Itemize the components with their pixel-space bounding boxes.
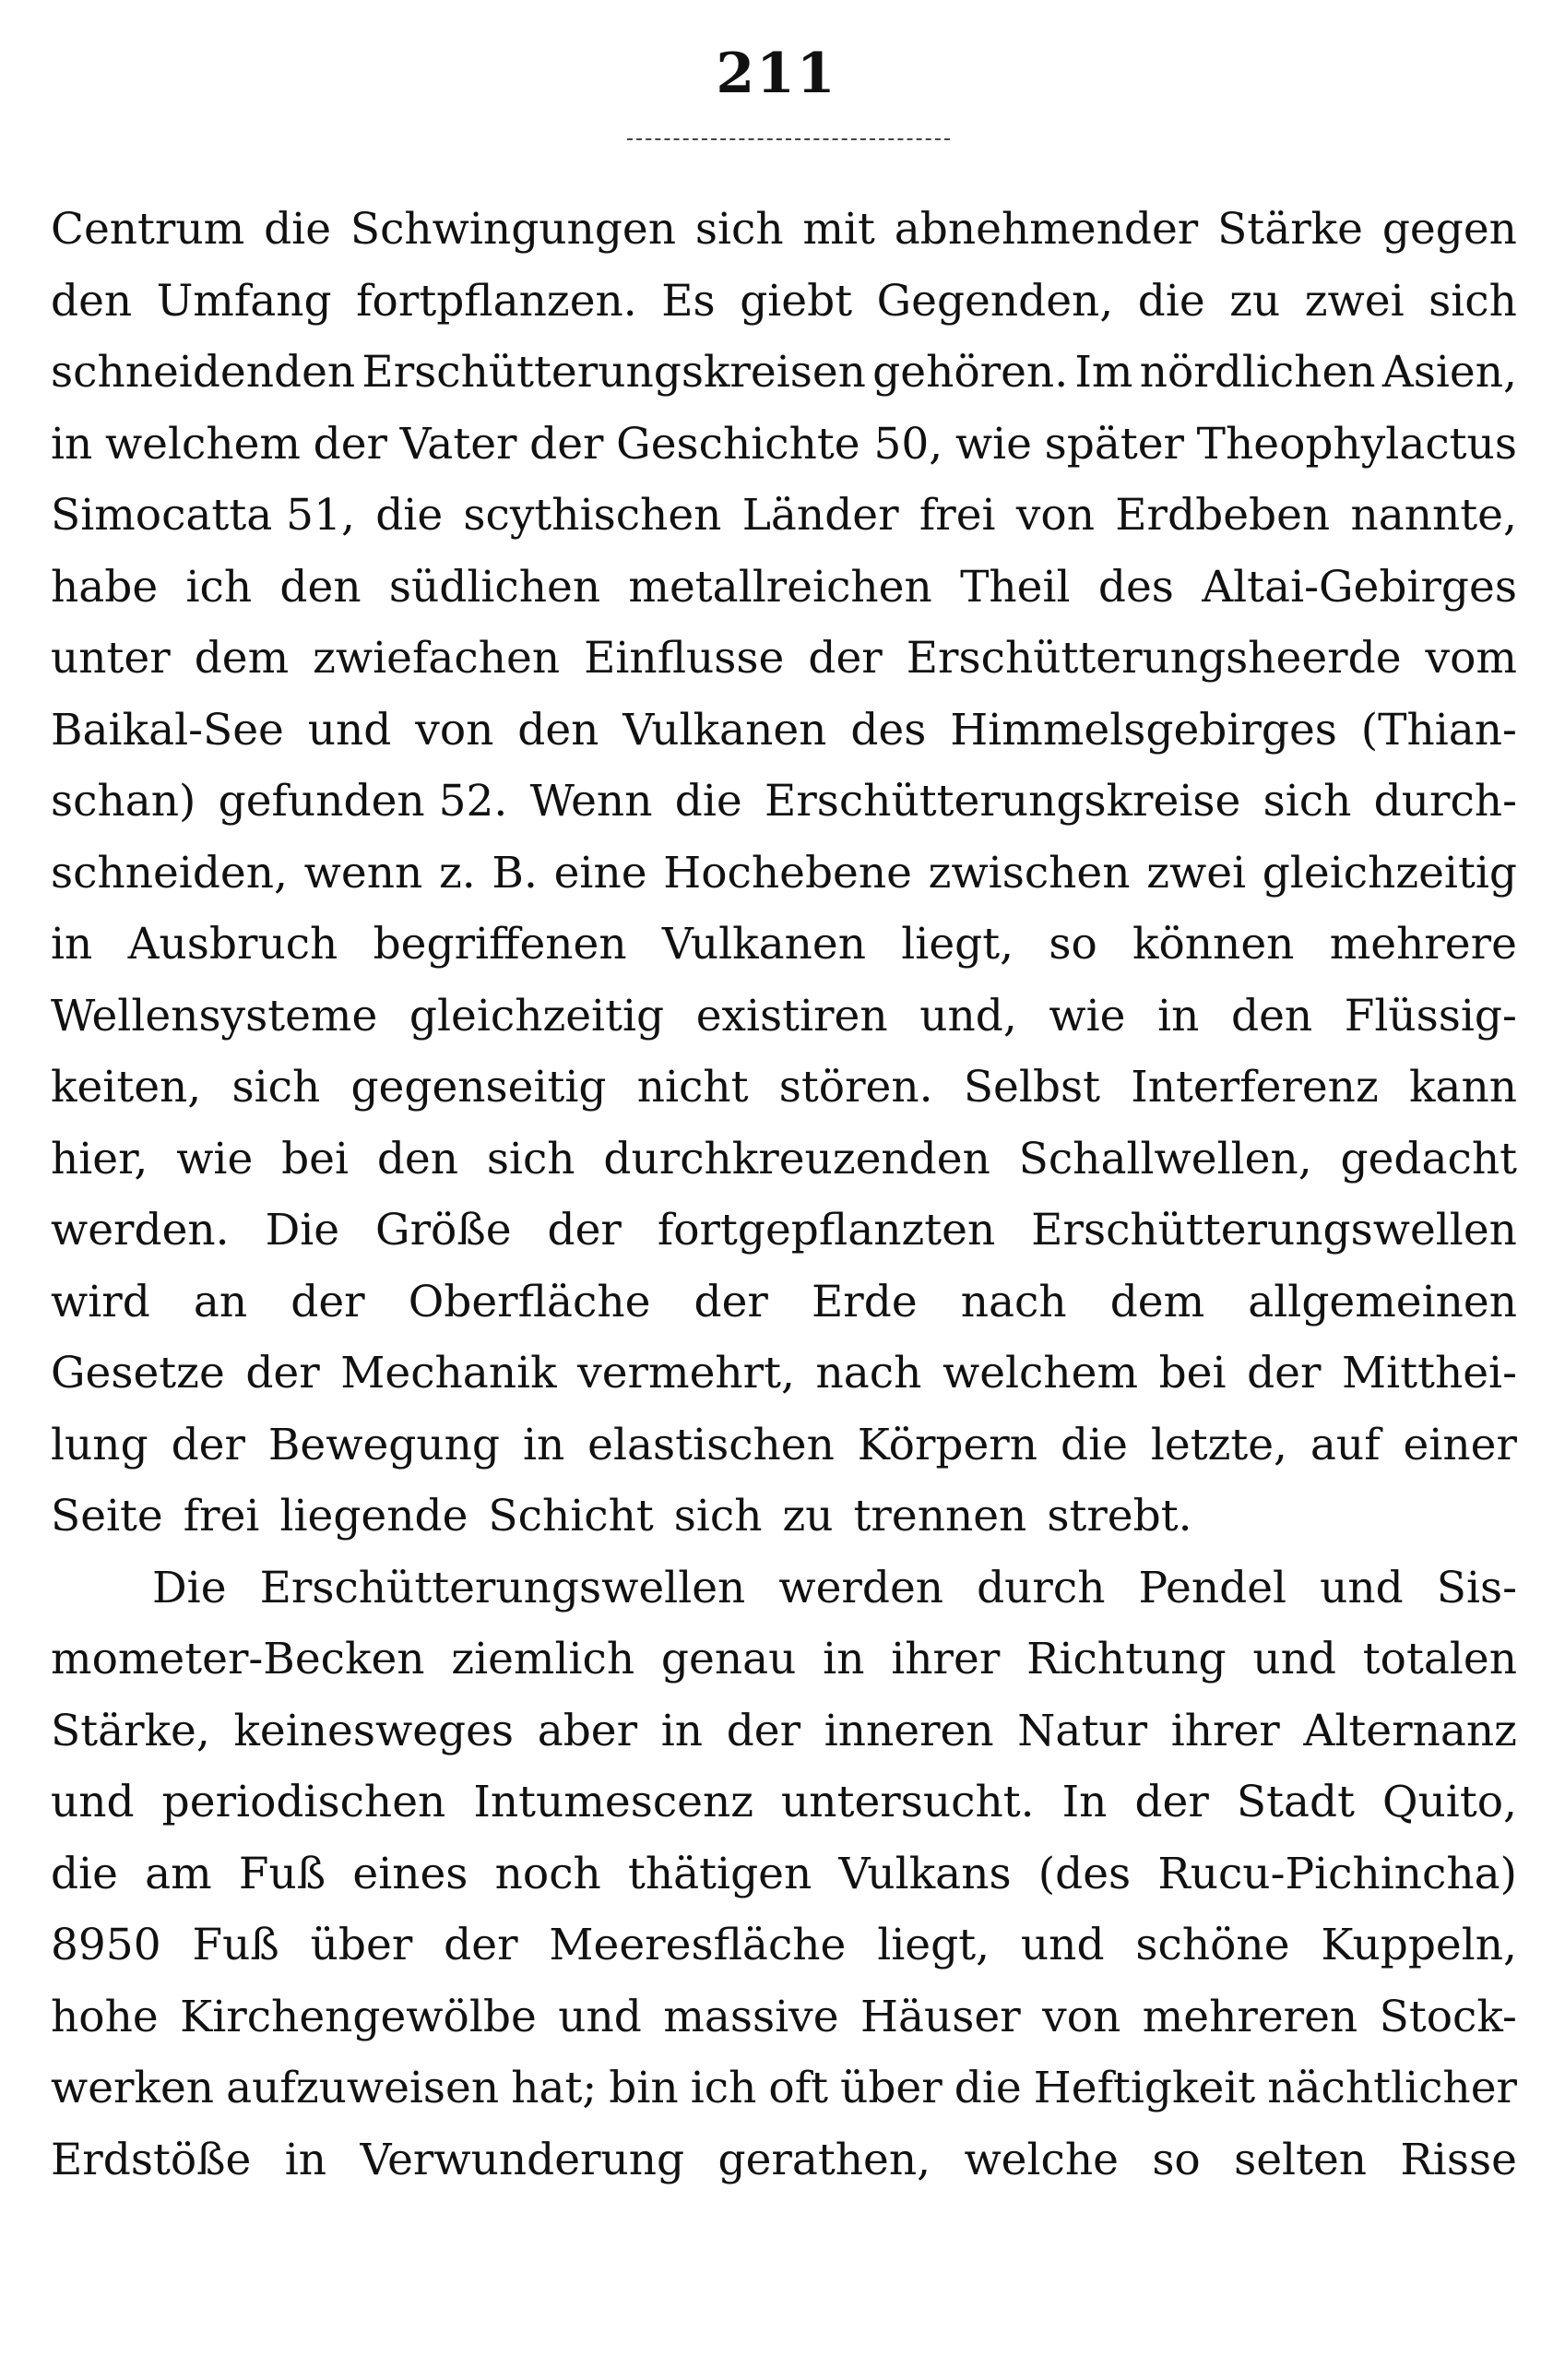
word: Vulkans: [838, 1848, 1012, 1899]
word: zwischen: [928, 847, 1131, 898]
word: und,: [919, 990, 1017, 1041]
word: welchem: [104, 418, 302, 470]
word: zwei: [1146, 847, 1247, 898]
word: zwei: [1304, 275, 1405, 327]
word: Sis-: [1436, 1562, 1517, 1613]
word: der: [290, 1276, 365, 1327]
word: noch: [494, 1848, 601, 1899]
word: einer: [1403, 1419, 1517, 1470]
word: unter: [51, 633, 171, 684]
word: die: [264, 204, 332, 255]
word: schan): [51, 776, 196, 827]
word: der: [313, 418, 388, 470]
word: strebt.: [1047, 1491, 1192, 1541]
word: Selbst: [963, 1062, 1100, 1113]
word: Vater: [399, 418, 517, 470]
text-line: [51, 194, 1517, 266]
word: gegenseitig: [350, 1062, 607, 1113]
word: gleichzeitig: [1262, 847, 1517, 898]
text-line: [51, 1267, 1517, 1339]
body-text: [51, 194, 1517, 2196]
word: werden: [778, 1562, 944, 1613]
word: zu: [782, 1491, 834, 1541]
word: Heftigkeit: [1033, 2063, 1256, 2113]
word: wie: [176, 1133, 254, 1184]
word: liegende: [279, 1491, 468, 1541]
text-line: [51, 552, 1517, 624]
word: der: [1247, 1348, 1322, 1398]
word: Theophylactus: [1196, 418, 1517, 470]
word: fortpflanzen.: [356, 275, 637, 327]
text-line: [51, 981, 1517, 1053]
word: gehören.: [872, 347, 1069, 398]
word: sich: [486, 1133, 575, 1184]
word: ich: [185, 561, 253, 613]
word: von: [1015, 490, 1095, 541]
word: Erschütterungswellen: [1031, 1205, 1517, 1255]
word: südlichen: [388, 561, 601, 613]
word: der: [808, 633, 883, 684]
word: können: [1132, 919, 1295, 970]
word: ich: [690, 2063, 757, 2113]
word: und: [1320, 1562, 1404, 1613]
text-line: [51, 1338, 1517, 1410]
word: Rucu-Pichincha): [1157, 1848, 1517, 1899]
word: die: [1137, 275, 1205, 327]
word: in: [51, 919, 93, 970]
word: metallreichen: [628, 561, 932, 613]
word: hat;: [511, 2063, 598, 2113]
word: welchem: [942, 1348, 1139, 1398]
word: frei: [919, 490, 996, 541]
word: wenn: [303, 847, 423, 898]
word: elastischen: [587, 1419, 835, 1470]
word: Einflusse: [584, 633, 785, 684]
text-line: [51, 2124, 1517, 2196]
word: Interferenz: [1131, 1062, 1379, 1113]
word: lung: [51, 1419, 148, 1470]
word: begriffenen: [373, 919, 627, 970]
word: Größe: [375, 1205, 512, 1255]
word: zu: [1229, 275, 1281, 327]
word: gedacht: [1340, 1133, 1517, 1184]
text-line: [51, 1839, 1517, 1910]
word: Es: [661, 275, 716, 327]
word: nächtlicher: [1267, 2063, 1517, 2113]
word: stören.: [778, 1062, 933, 1113]
word: eine: [553, 847, 647, 898]
text-line: [51, 695, 1517, 767]
word: Stärke,: [51, 1705, 210, 1756]
text-line: [51, 1696, 1517, 1767]
word: mehrere: [1329, 919, 1517, 970]
word: mit: [802, 204, 875, 255]
word: abnehmender: [894, 204, 1199, 255]
word: oft: [768, 2063, 829, 2113]
word: Hochebene: [663, 847, 912, 898]
text-line: [51, 909, 1517, 981]
word: habe: [51, 561, 159, 613]
word: Mechanik: [340, 1348, 557, 1398]
word: von: [415, 704, 494, 756]
word: Erschütterungskreisen: [362, 347, 866, 398]
word: den: [1230, 990, 1313, 1041]
text-line: [51, 409, 1517, 481]
text-line: [51, 838, 1517, 910]
word: keinesweges: [233, 1705, 515, 1756]
word: sich: [1429, 275, 1517, 327]
word: untersucht.: [781, 1777, 1035, 1827]
word: Erschütterungskreise: [765, 776, 1241, 827]
word: der: [529, 418, 604, 470]
word: bin: [609, 2063, 679, 2113]
word: den: [279, 561, 362, 613]
word: sich: [694, 204, 784, 255]
word: wie: [954, 418, 1032, 470]
word: sich: [1263, 776, 1352, 827]
word: frei: [183, 1491, 260, 1541]
text-line: [51, 480, 1517, 552]
word: Schallwellen,: [1018, 1133, 1312, 1184]
word: keiten,: [51, 1062, 202, 1113]
word: Pendel: [1138, 1562, 1287, 1613]
word: zwiefachen: [313, 633, 561, 684]
word: letzte,: [1150, 1419, 1287, 1470]
word: gefunden 52.: [218, 776, 508, 827]
word: Körpern: [857, 1419, 1038, 1470]
word: schneiden,: [51, 847, 288, 898]
word: der: [547, 1205, 622, 1255]
word: ziemlich: [451, 1634, 635, 1684]
word: Alternanz: [1303, 1705, 1517, 1756]
word: Quito,: [1382, 1777, 1517, 1827]
word: welche: [964, 2134, 1119, 2185]
word: Kirchengewölbe: [180, 1991, 537, 2042]
word: Vulkanen: [661, 919, 866, 970]
word: wird: [51, 1276, 150, 1327]
word: so: [1152, 2134, 1201, 2185]
word: Stadt: [1236, 1777, 1355, 1827]
word: wie: [1049, 990, 1126, 1041]
word: in: [1157, 990, 1200, 1041]
word: scythischen: [463, 490, 722, 541]
word: Intumescenz: [473, 1777, 753, 1827]
word: durch: [977, 1562, 1106, 1613]
word: 8950: [51, 1920, 161, 1970]
text-line: [51, 1410, 1517, 1482]
word: Erde: [811, 1276, 918, 1327]
word: Erschütterungsheerde: [906, 633, 1402, 684]
word: Himmelsgebirges: [950, 704, 1337, 756]
word: über: [840, 2063, 942, 2113]
word: durch-: [1373, 776, 1517, 827]
word: Erschütterungswellen: [259, 1562, 746, 1613]
word: Gesetze: [51, 1348, 225, 1398]
word: inneren: [824, 1705, 994, 1756]
word: Baikal-See: [51, 704, 284, 756]
word: und: [1252, 1634, 1336, 1684]
word: den: [517, 704, 599, 756]
word: Die: [152, 1562, 227, 1613]
word: Geschichte 50,: [616, 418, 943, 470]
text-line: [51, 1553, 1517, 1624]
word: schneidenden: [51, 347, 356, 398]
word: des: [1097, 561, 1174, 613]
text-line: [51, 2053, 1517, 2124]
word: mehreren: [1142, 1991, 1358, 2042]
word: in: [823, 1634, 865, 1684]
word: gerathen,: [717, 2134, 931, 2185]
word: B.: [492, 847, 538, 898]
word: gleichzeitig: [409, 990, 665, 1041]
word: an: [193, 1276, 248, 1327]
text-line: [51, 1124, 1517, 1196]
word: Stärke: [1217, 204, 1363, 255]
word: Schicht: [488, 1491, 654, 1541]
word: in: [660, 1705, 704, 1756]
word: den: [51, 275, 133, 327]
word: Bewegung: [267, 1419, 501, 1470]
word: ihrer: [1170, 1705, 1280, 1756]
word: Stock-: [1379, 1991, 1517, 2042]
word: Meeresfläche: [549, 1920, 847, 1970]
word: später: [1044, 418, 1185, 470]
word: Asien,: [1381, 347, 1517, 398]
word: in: [51, 418, 93, 470]
word: eines: [352, 1848, 468, 1899]
word: am: [145, 1848, 212, 1899]
word: und: [558, 1991, 642, 2042]
word: allgemeinen: [1248, 1276, 1517, 1327]
word: bei: [1158, 1348, 1227, 1398]
word: selten: [1234, 2134, 1368, 2185]
word: gegen: [1381, 204, 1517, 255]
word: sich: [231, 1062, 321, 1113]
text-line: [51, 266, 1517, 338]
word: die: [51, 1848, 118, 1899]
word: Vulkanen: [622, 704, 827, 756]
word: aufzuweisen: [226, 2063, 500, 2113]
word: den: [376, 1133, 458, 1184]
text-line: [51, 623, 1517, 695]
word: Schwingungen: [350, 204, 676, 255]
word: in: [284, 2134, 327, 2185]
word: der: [694, 1276, 768, 1327]
word: auf: [1310, 1419, 1381, 1470]
word: Richtung: [1026, 1634, 1227, 1684]
word: der: [726, 1705, 801, 1756]
word: mometer-Becken: [51, 1634, 425, 1684]
word: Länder: [741, 490, 899, 541]
word: der: [245, 1348, 320, 1398]
word: liegt,: [901, 919, 1014, 970]
word: Gegenden,: [876, 275, 1114, 327]
word: dem: [1109, 1276, 1205, 1327]
word: werden.: [51, 1205, 230, 1255]
word: giebt: [740, 275, 853, 327]
word: Seite: [51, 1491, 163, 1541]
word: und: [1020, 1920, 1105, 1970]
word: massive: [663, 1991, 839, 2042]
word: Erdstöße: [51, 2134, 252, 2185]
word: kann: [1408, 1062, 1517, 1113]
word: periodischen: [161, 1777, 446, 1827]
word: die: [674, 776, 742, 827]
word: Mitthei-: [1342, 1348, 1517, 1398]
text-line: [51, 766, 1517, 838]
word: nannte,: [1350, 490, 1517, 541]
word: Oberfläche: [408, 1276, 651, 1327]
word: Centrum: [51, 204, 245, 255]
word: Erdbeben: [1115, 490, 1331, 541]
word: werken: [51, 2063, 215, 2113]
word: z.: [438, 847, 476, 898]
word: (Thian-: [1360, 704, 1517, 756]
word: nicht: [636, 1062, 749, 1113]
header-rule: [627, 138, 950, 140]
word: schöne: [1135, 1920, 1290, 1970]
word: in: [522, 1419, 565, 1470]
word: nördlichen: [1139, 347, 1376, 398]
page-number: 211: [716, 42, 837, 106]
word: Häuser: [860, 1991, 1021, 2042]
word: über: [310, 1920, 413, 1970]
word: thätigen: [627, 1848, 812, 1899]
word: Risse: [1400, 2134, 1517, 2185]
word: dem: [194, 633, 290, 684]
word: fortgepflanzten: [657, 1205, 996, 1255]
word: Im: [1074, 347, 1133, 398]
word: In: [1061, 1777, 1108, 1827]
text-line: [51, 1195, 1517, 1267]
word: aber: [537, 1705, 638, 1756]
word: existiren: [695, 990, 888, 1041]
word: durchkreuzenden: [603, 1133, 990, 1184]
word: hier,: [51, 1133, 148, 1184]
word: liegt,: [877, 1920, 990, 1970]
text-line: [51, 1052, 1517, 1124]
word: Simocatta 51,: [51, 490, 355, 541]
word: Wenn: [529, 776, 653, 827]
word: die: [1060, 1419, 1128, 1470]
text-line: [51, 1981, 1517, 2053]
word: des: [850, 704, 927, 756]
word: sich: [673, 1491, 763, 1541]
word: von: [1042, 1991, 1121, 2042]
word: vermehrt,: [577, 1348, 795, 1398]
word: Umfang: [156, 275, 332, 327]
word: die: [954, 2063, 1022, 2113]
word: trennen: [853, 1491, 1027, 1541]
word: genau: [660, 1634, 797, 1684]
word: Fuß: [238, 1848, 326, 1899]
word: Ausbruch: [127, 919, 338, 970]
text-line: [51, 1767, 1517, 1839]
text-line: [51, 337, 1517, 409]
word: der: [171, 1419, 245, 1470]
word: die: [375, 490, 444, 541]
word: vom: [1425, 633, 1517, 684]
word: der: [1134, 1777, 1209, 1827]
word: Flüssig-: [1344, 990, 1517, 1041]
word: (des: [1037, 1848, 1132, 1899]
text-line: [51, 1624, 1517, 1696]
word: bei: [281, 1133, 350, 1184]
word: ihrer: [891, 1634, 1001, 1684]
word: und: [307, 704, 392, 756]
word: nach: [960, 1276, 1067, 1327]
word: Theil: [960, 561, 1071, 613]
word: Kuppeln,: [1321, 1920, 1517, 1970]
word: Altai-Gebirges: [1202, 561, 1517, 613]
word: Verwunderung: [360, 2134, 685, 2185]
text-line: [51, 1481, 1517, 1553]
word: so: [1049, 919, 1097, 970]
word: und: [51, 1777, 135, 1827]
word: Die: [265, 1205, 340, 1255]
word: nach: [815, 1348, 922, 1398]
word: hohe: [51, 1991, 159, 2042]
word: Fuß: [192, 1920, 279, 1970]
word: Wellensysteme: [51, 990, 378, 1041]
text-line: [51, 1910, 1517, 1981]
word: Natur: [1017, 1705, 1148, 1756]
word: totalen: [1362, 1634, 1517, 1684]
word: der: [444, 1920, 518, 1970]
